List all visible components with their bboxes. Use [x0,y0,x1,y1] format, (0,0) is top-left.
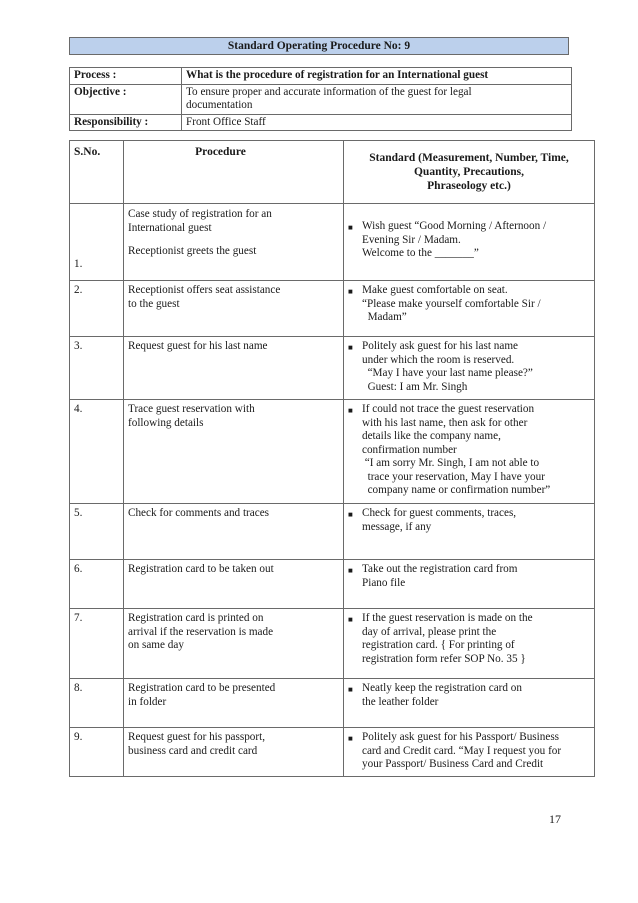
standard-line: “May I have your last name please?” [362,367,533,379]
row-standard [344,679,595,728]
procedure-line: to the guest [128,297,180,310]
table-row [70,400,595,504]
standard-line: Check for guest comments, traces, [362,507,517,519]
row-standard [344,560,595,609]
row-sno: 5. [70,504,124,560]
procedure-line: Request guest for his passport, [128,731,266,743]
sop-info-table [69,67,572,131]
table-header-row [70,141,595,204]
row-standard [344,281,595,337]
procedure-line: Check for comments and traces [128,507,270,519]
objective-row [70,84,572,114]
standard-line: trace your reservation, May I have your [362,470,545,483]
row-standard [344,204,595,281]
row-sno: 8. [70,679,124,728]
standard-line: company name or confirmation number” [362,484,551,496]
procedure-line: arrival if the reservation is made [128,625,274,638]
row-standard [344,728,595,777]
standard-line: your Passport/ Business Card and Credit [362,758,544,770]
bullet-icon: ■ [348,223,353,232]
procedure-line: on same day [128,639,184,651]
standard-line: If the guest reservation is made on the [362,612,533,624]
row-sno: 9. [70,728,124,777]
table-row [70,728,595,777]
col-header-sno: S.No. [70,141,124,204]
table-row [70,281,595,337]
standard-line: “I am sorry Mr. Singh, I am not able to [362,457,540,469]
row-sno: 3. [70,337,124,400]
standard-line: day of arrival, please print the [362,625,497,638]
objective-label: Objective : [70,84,182,114]
bullet-icon: ■ [348,510,353,519]
standard-line: details like the company name, [362,430,501,442]
row-procedure [124,609,344,679]
row-procedure [124,504,344,560]
procedure-table [69,140,595,777]
standard-line: Welcome to the _______” [362,247,479,259]
table-row [70,679,595,728]
objective-line: documentation [186,99,253,111]
bullet-icon: ■ [348,566,353,575]
row-procedure [124,400,344,504]
standard-line: Neatly keep the registration card on [362,682,522,694]
responsibility-row [70,114,572,131]
procedure-line: Receptionist greets the guest [128,245,257,257]
procedure-line: Case study of registration for an [128,208,272,220]
standard-line: with his last name, then ask for other [362,416,528,429]
standard-line: Politely ask guest for his Passport/ Business [362,731,560,743]
table-row [70,504,595,560]
row-procedure [124,560,344,609]
standard-line: the leather folder [362,695,439,708]
standard-line: Madam” [362,311,407,323]
procedure-line: Registration card to be taken out [128,563,274,575]
procedure-line: Registration card to be presented [128,682,276,694]
standard-line: confirmation number [362,443,457,456]
standard-header-line: Phraseology etc.) [427,180,511,192]
col-header-procedure: Procedure [124,141,344,204]
standard-line: message, if any [362,520,432,533]
responsibility-value: Front Office Staff [182,114,572,131]
row-procedure [124,337,344,400]
table-row [70,609,595,679]
table-row [70,204,595,281]
responsibility-label: Responsibility : [70,114,182,131]
standard-header-line: Quantity, Precautions, [413,166,524,178]
procedure-line: business card and credit card [128,744,258,757]
bullet-icon: ■ [348,734,353,743]
row-sno: 7. [70,609,124,679]
procedure-line: Receptionist offers seat assistance [128,284,281,296]
bullet-icon: ■ [348,287,353,296]
standard-line: registration card. { For printing of [362,639,515,651]
process-row [70,68,572,85]
bullet-icon: ■ [348,685,353,694]
row-standard [344,504,595,560]
row-sno: 4. [70,400,124,504]
standard-header-line: Standard (Measurement, Number, Time, [369,152,569,164]
objective-value [182,84,572,114]
standard-line: registration form refer SOP No. 35 } [362,652,526,665]
row-standard [344,609,595,679]
procedure-line: in folder [128,695,167,708]
objective-line: To ensure proper and accurate information of the guest for legal [186,85,472,98]
standard-line: card and Credit card. “May I request you for [362,744,562,757]
standard-line: Take out the registration card from [362,563,518,575]
standard-line: Politely ask guest for his last name [362,340,518,352]
row-sno: 6. [70,560,124,609]
process-value: What is the procedure of registration for an International guest [182,68,572,85]
procedure-line [128,235,339,245]
row-procedure [124,281,344,337]
page-number: 17 [549,812,561,826]
bullet-icon: ■ [348,343,353,352]
standard-line: If could not trace the guest reservation [362,403,535,415]
standard-line: Piano file [362,576,406,589]
standard-line: Guest: I am Mr. Singh [362,380,468,393]
table-row [70,337,595,400]
procedure-line: International guest [128,221,212,234]
standard-line: Wish guest “Good Morning / Afternoon / [362,220,547,232]
procedure-line: Request guest for his last name [128,340,268,352]
table-row [70,560,595,609]
procedure-line: following details [128,416,204,429]
bullet-icon: ■ [348,615,353,624]
standard-line: under which the room is reserved. [362,353,515,366]
procedure-line: Registration card is printed on [128,612,264,624]
row-standard [344,337,595,400]
col-header-standard [344,141,595,204]
bullet-icon: ■ [348,406,353,415]
row-sno: 1. [70,204,124,281]
row-standard [344,400,595,504]
procedure-line: Trace guest reservation with [128,403,255,415]
standard-line: Evening Sir / Madam. [362,233,461,246]
row-procedure [124,728,344,777]
standard-line: “Please make yourself comfortable Sir / [362,297,541,310]
row-procedure [124,204,344,281]
sop-title: Standard Operating Procedure No: 9 [69,37,569,55]
standard-line: Make guest comfortable on seat. [362,284,508,296]
row-sno: 2. [70,281,124,337]
row-procedure [124,679,344,728]
process-label: Process : [70,68,182,85]
